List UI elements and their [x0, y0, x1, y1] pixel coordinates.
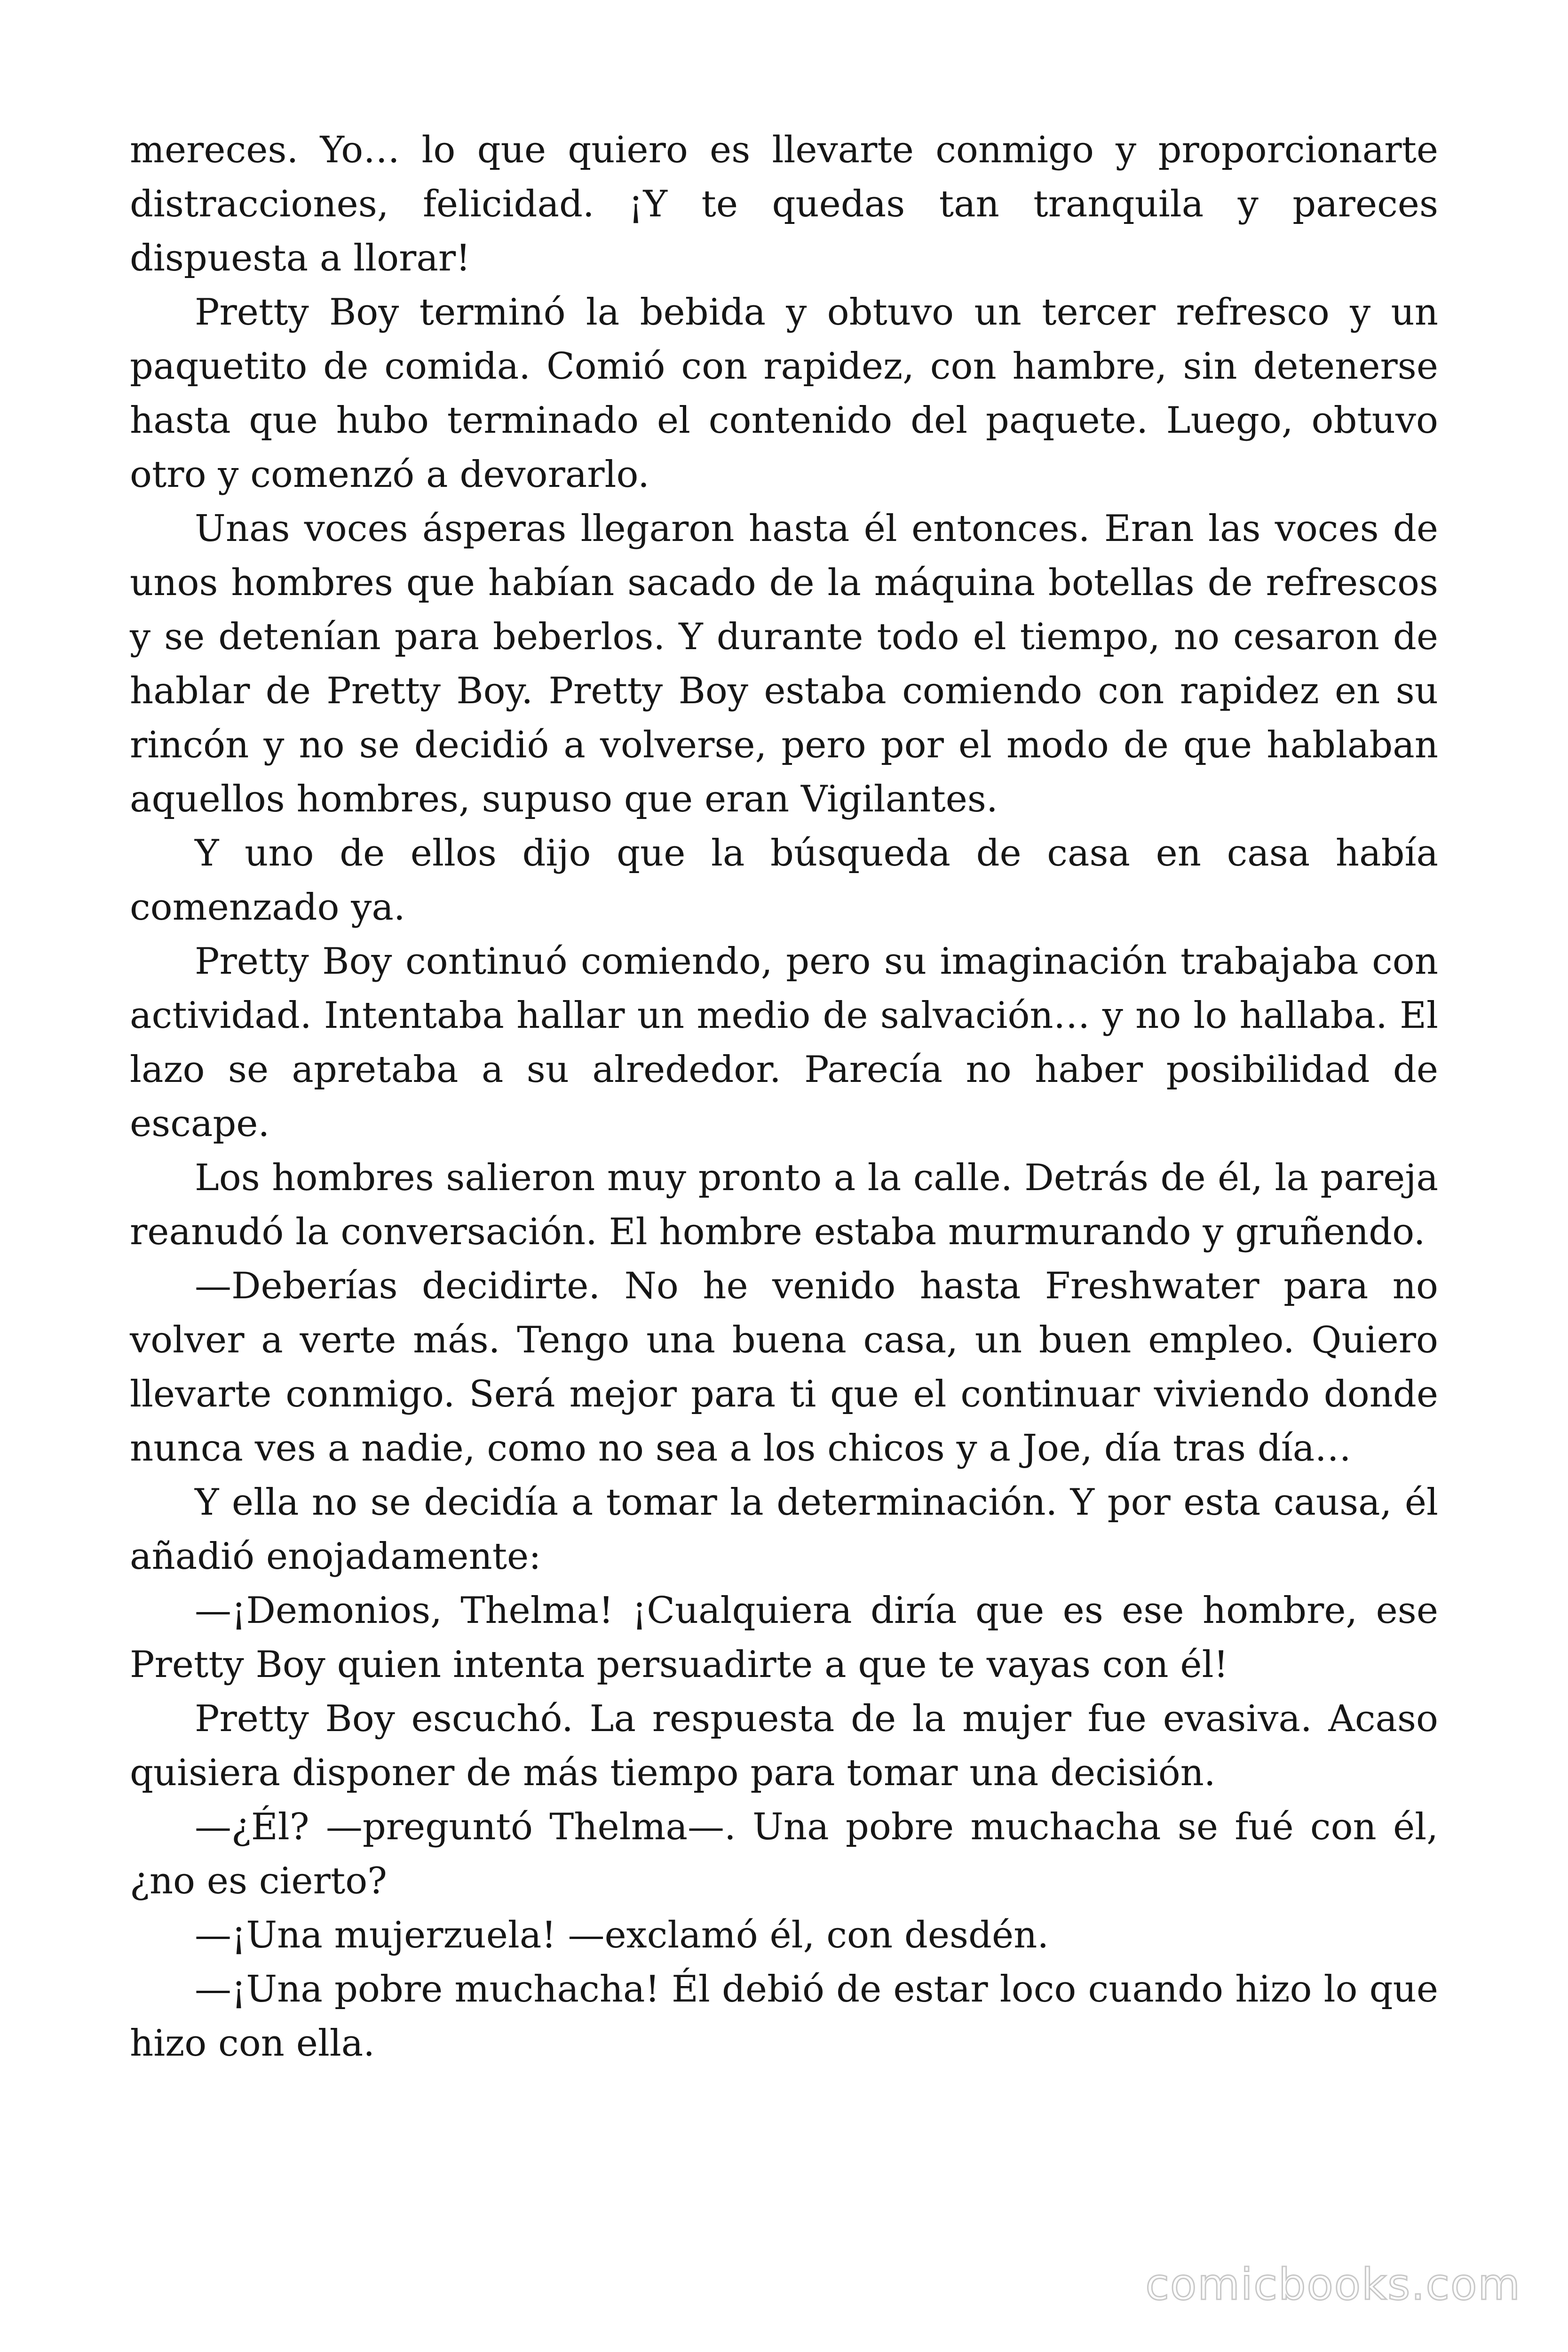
paragraph: mereces. Yo… lo que quiero es llevarte conmigo y proporcionarte distracciones, felicidad. ¡Y te quedas tan tranquila y pareces dispuesta a llorar!	[130, 129, 1438, 279]
paragraph: Pretty Boy terminó la bebida y obtuvo un tercer refresco y un paquetito de comida. Comió con rapidez, con hambre, sin detenerse hasta que hubo terminado el contenido del paquete. Luego, obtuvo otro y comenzó a devorarlo.	[130, 291, 1438, 496]
paragraph: —¡Demonios, Thelma! ¡Cualquiera diría que es ese hombre, ese Pretty Boy quien intenta persuadirte a que te vayas con él!	[130, 1589, 1438, 1686]
watermark: comicbooks.com	[1145, 2259, 1521, 2310]
paragraph: —¿Él? —preguntó Thelma—. Una pobre muchacha se fué con él, ¿no es cierto?	[130, 1806, 1438, 1902]
paragraph: —¡Una pobre muchacha! Él debió de estar loco cuando hizo lo que hizo con ella.	[130, 1968, 1438, 2065]
paragraph: Pretty Boy escuchó. La respuesta de la mujer fue evasiva. Acaso quisiera disponer de más tiempo para tomar una decisión.	[130, 1698, 1438, 1794]
paragraph: Unas voces ásperas llegaron hasta él entonces. Eran las voces de unos hombres que habían sacado de la máquina botellas de refrescos y se detenían para beberlos. Y durante todo el tiempo, no cesaron de hablar de Pretty Boy. Pretty Boy estaba comiendo con rapidez en su rincón y no se decidió a volverse, pero por el modo de que hablaban aquellos hombres, supuso que eran Vigilantes.	[130, 508, 1438, 820]
paragraph: Y uno de ellos dijo que la búsqueda de casa en casa había comenzado ya.	[130, 832, 1438, 929]
page-body	[130, 123, 1438, 2071]
paragraph: —¡Una mujerzuela! —exclamó él, con desdén.	[195, 1914, 1049, 1956]
paragraph: —Deberías decidirte. No he venido hasta Freshwater para no volver a verte más. Tengo una buena casa, un buen empleo. Quiero llevarte conmigo. Será mejor para ti que el continuar viviendo donde nunca ves a nadie, como no sea a los chicos y a Joe, día tras día…	[130, 1265, 1438, 1470]
paragraph: Y ella no se decidía a tomar la determinación. Y por esta causa, él añadió enojadamente:	[130, 1481, 1438, 1578]
paragraph: Los hombres salieron muy pronto a la calle. Detrás de él, la pareja reanudó la conversación. El hombre estaba murmurando y gruñendo.	[130, 1157, 1438, 1253]
paragraph: Pretty Boy continuó comiendo, pero su imaginación trabajaba con actividad. Intentaba hallar un medio de salvación… y no lo hallaba. El lazo se apretaba a su alrededor. Parecía no haber posibilidad de escape.	[130, 940, 1438, 1145]
